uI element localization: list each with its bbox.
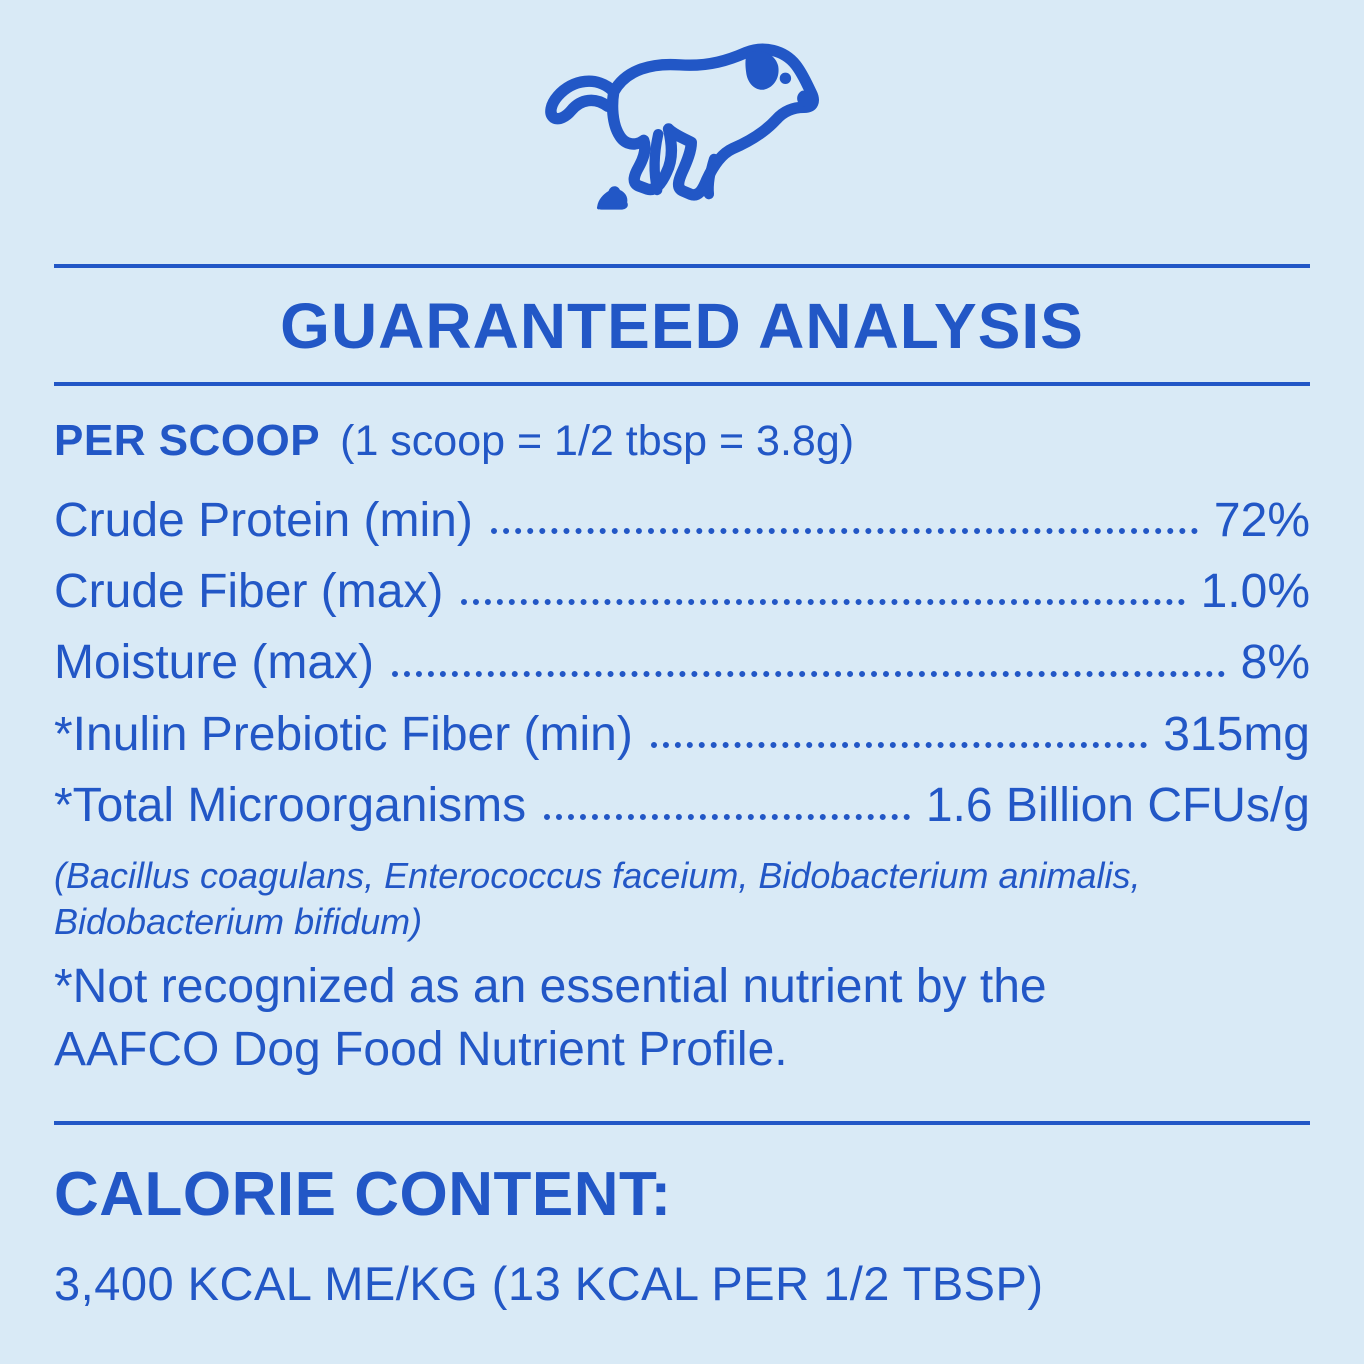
nutrient-value: 1.6 Billion CFUs/g (925, 779, 1310, 833)
species-line-1: (Bacillus coagulans, Enterococcus faceium, Bidobacterium animalis, (54, 854, 1141, 896)
dotted-leader (491, 528, 1198, 534)
header-icon-area (54, 0, 1310, 220)
aafco-footnote (54, 955, 1310, 1082)
nutrient-value: 72% (1213, 493, 1310, 547)
table-row (54, 781, 1310, 831)
divider-under-title (54, 382, 1310, 386)
dog-pooping-icon (537, 38, 827, 220)
dotted-leader (651, 742, 1147, 748)
dotted-leader (544, 814, 910, 820)
table-row (54, 638, 1310, 688)
nutrient-label: Moisture (max) (54, 636, 375, 690)
nutrient-label: Crude Fiber (max) (54, 564, 444, 618)
footnote-line-1: *Not recognized as an essential nutrient by the (54, 959, 1047, 1013)
microorganisms-species-list (54, 853, 1310, 945)
dotted-leader (461, 599, 1184, 605)
nutrient-value: 8% (1240, 636, 1310, 690)
species-line-2: Bidobacterium bifidum) (54, 900, 423, 942)
per-scoop-label: PER SCOOP (54, 415, 321, 465)
table-row (54, 493, 1310, 547)
nutrient-label: *Total Microorganisms (54, 779, 527, 833)
page-title: GUARANTEED ANALYSIS (280, 290, 1084, 362)
table-row (54, 564, 1310, 618)
calorie-content-value: 3,400 KCAL ME/KG (13 KCAL PER 1/2 TBSP) (54, 1256, 1044, 1310)
calorie-content-heading: CALORIE CONTENT: (54, 1160, 672, 1230)
table-row (54, 707, 1310, 761)
nutrient-label: *Inulin Prebiotic Fiber (min) (54, 707, 633, 761)
per-scoop-line (54, 416, 1310, 466)
analysis-table (54, 493, 1310, 833)
footnote-line-2: AAFCO Dog Food Nutrient Profile. (54, 1023, 788, 1077)
per-scoop-note: (1 scoop = 1/2 tbsp = 3.8g) (340, 416, 855, 465)
nutrient-value: 315mg (1163, 707, 1310, 761)
nutrient-value: 1.0% (1200, 564, 1310, 618)
dotted-leader (392, 671, 1225, 677)
nutrient-label: Crude Protein (min) (54, 493, 473, 547)
divider-bottom (54, 1121, 1310, 1125)
divider-top (54, 264, 1310, 268)
